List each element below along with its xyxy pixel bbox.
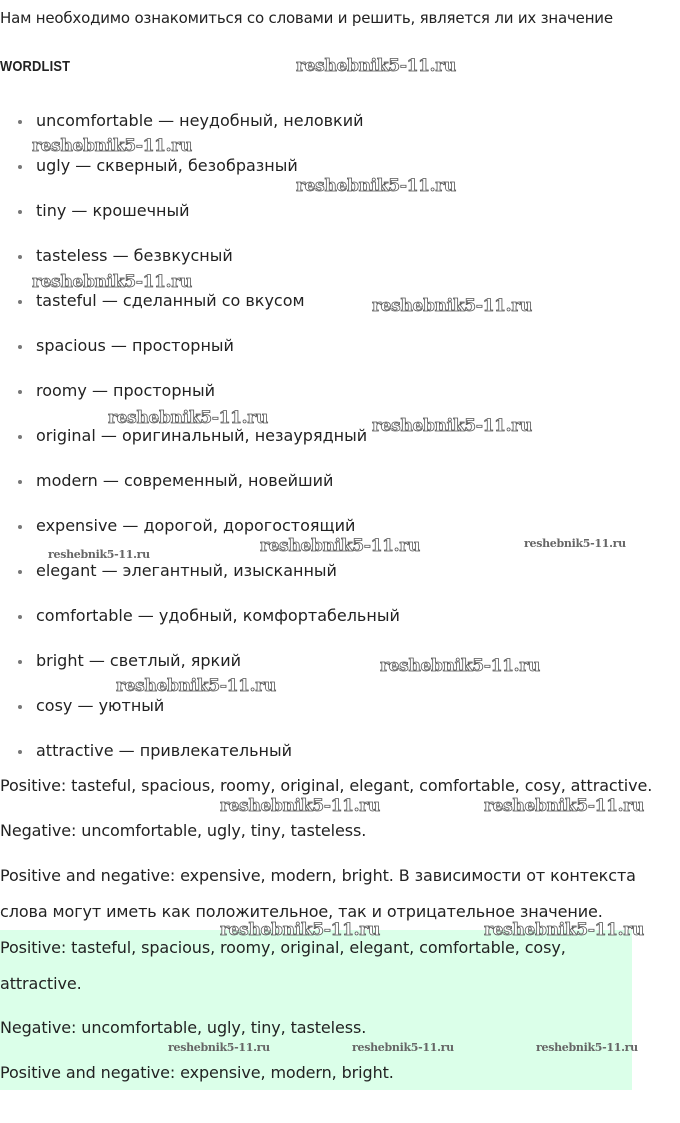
- list-item: [0, 425, 680, 470]
- watermark: reshebnik5-11.ru: [220, 796, 380, 816]
- list-item-text: cosy — уютный: [36, 696, 165, 715]
- list-item-text: ugly — скверный, безобразный: [36, 156, 298, 175]
- list-item: [0, 245, 680, 290]
- watermark: reshebnik5-11.ru: [484, 920, 644, 940]
- watermark: reshebnik5-11.ru: [32, 272, 192, 292]
- list-item: [0, 335, 680, 380]
- bullet-icon: [18, 435, 22, 439]
- list-item: [0, 515, 680, 560]
- list-item: [0, 380, 680, 425]
- list-item-text: roomy — просторный: [36, 381, 215, 400]
- list-item-text: attractive — привлекательный: [36, 741, 293, 760]
- watermark: reshebnik5-11.ru: [260, 536, 420, 556]
- answer-negative: Negative: uncomfortable, ugly, tiny, tasteless.: [0, 1018, 367, 1037]
- watermark: reshebnik5-11.ru: [352, 1041, 454, 1054]
- list-item-text: tiny — крошечный: [36, 201, 190, 220]
- list-item-text: original — оригинальный, незаурядный: [36, 426, 368, 445]
- summary-positive: Positive: tasteful, spacious, roomy, original, elegant, comfortable, cosy, attractive.: [0, 776, 653, 795]
- watermark: reshebnik5-11.ru: [48, 548, 150, 561]
- watermark: reshebnik5-11.ru: [372, 416, 532, 436]
- list-item: [0, 695, 680, 740]
- watermark: reshebnik5-11.ru: [116, 676, 276, 696]
- bullet-icon: [18, 165, 22, 169]
- list-item: [0, 155, 680, 200]
- watermark: reshebnik5-11.ru: [372, 296, 532, 316]
- bullet-icon: [18, 210, 22, 214]
- intro-text: Нам необходимо ознакомиться со словами и решить, является ли их значение: [0, 9, 613, 27]
- list-item: [0, 290, 680, 335]
- bullet-icon: [18, 660, 22, 664]
- watermark: reshebnik5-11.ru: [108, 408, 268, 428]
- bullet-icon: [18, 345, 22, 349]
- summary-positive-and-negative: Positive and negative: expensive, modern, bright. В зависимости от контекста слова могут иметь как положительное, так и отрицательное значение.: [0, 866, 636, 921]
- bullet-icon: [18, 390, 22, 394]
- list-item-text: expensive — дорогой, дорогостоящий: [36, 516, 356, 535]
- wordlist-heading: WORDLIST: [0, 58, 71, 75]
- watermark: reshebnik5-11.ru: [296, 56, 456, 76]
- bullet-icon: [18, 255, 22, 259]
- answer-positive: Positive: tasteful, spacious, roomy, original, elegant, comfortable, cosy, attractive.: [0, 938, 566, 993]
- list-item-text: tasteful — сделанный со вкусом: [36, 291, 305, 310]
- watermark: reshebnik5-11.ru: [536, 1041, 638, 1054]
- watermark: reshebnik5-11.ru: [484, 796, 644, 816]
- list-item-text: modern — современный, новейший: [36, 471, 334, 490]
- watermark: reshebnik5-11.ru: [380, 656, 540, 676]
- bullet-icon: [18, 120, 22, 124]
- list-item-text: bright — светлый, яркий: [36, 651, 241, 670]
- watermark: reshebnik5-11.ru: [220, 920, 380, 940]
- wordlist: [0, 110, 680, 785]
- watermark: reshebnik5-11.ru: [32, 136, 192, 156]
- list-item: [0, 560, 680, 605]
- bullet-icon: [18, 525, 22, 529]
- list-item-text: comfortable — удобный, комфортабельный: [36, 606, 400, 625]
- list-item: [0, 200, 680, 245]
- bullet-icon: [18, 705, 22, 709]
- bullet-icon: [18, 750, 22, 754]
- answer-box: [0, 930, 632, 1090]
- list-item: [0, 605, 680, 650]
- list-item-text: spacious — просторный: [36, 336, 234, 355]
- bullet-icon: [18, 480, 22, 484]
- answer-positive-and-negative: Positive and negative: expensive, modern, bright.: [0, 1063, 394, 1082]
- watermark: reshebnik5-11.ru: [168, 1041, 270, 1054]
- list-item: [0, 470, 680, 515]
- bullet-icon: [18, 300, 22, 304]
- list-item-text: uncomfortable — неудобный, неловкий: [36, 111, 364, 130]
- list-item: [0, 110, 680, 155]
- summary-negative: Negative: uncomfortable, ugly, tiny, tasteless.: [0, 821, 367, 840]
- bullet-icon: [18, 570, 22, 574]
- watermark: reshebnik5-11.ru: [524, 537, 626, 550]
- watermark: reshebnik5-11.ru: [296, 176, 456, 196]
- list-item: [0, 650, 680, 695]
- list-item-text: elegant — элегантный, изысканный: [36, 561, 337, 580]
- bullet-icon: [18, 615, 22, 619]
- list-item-text: tasteless — безвкусный: [36, 246, 233, 265]
